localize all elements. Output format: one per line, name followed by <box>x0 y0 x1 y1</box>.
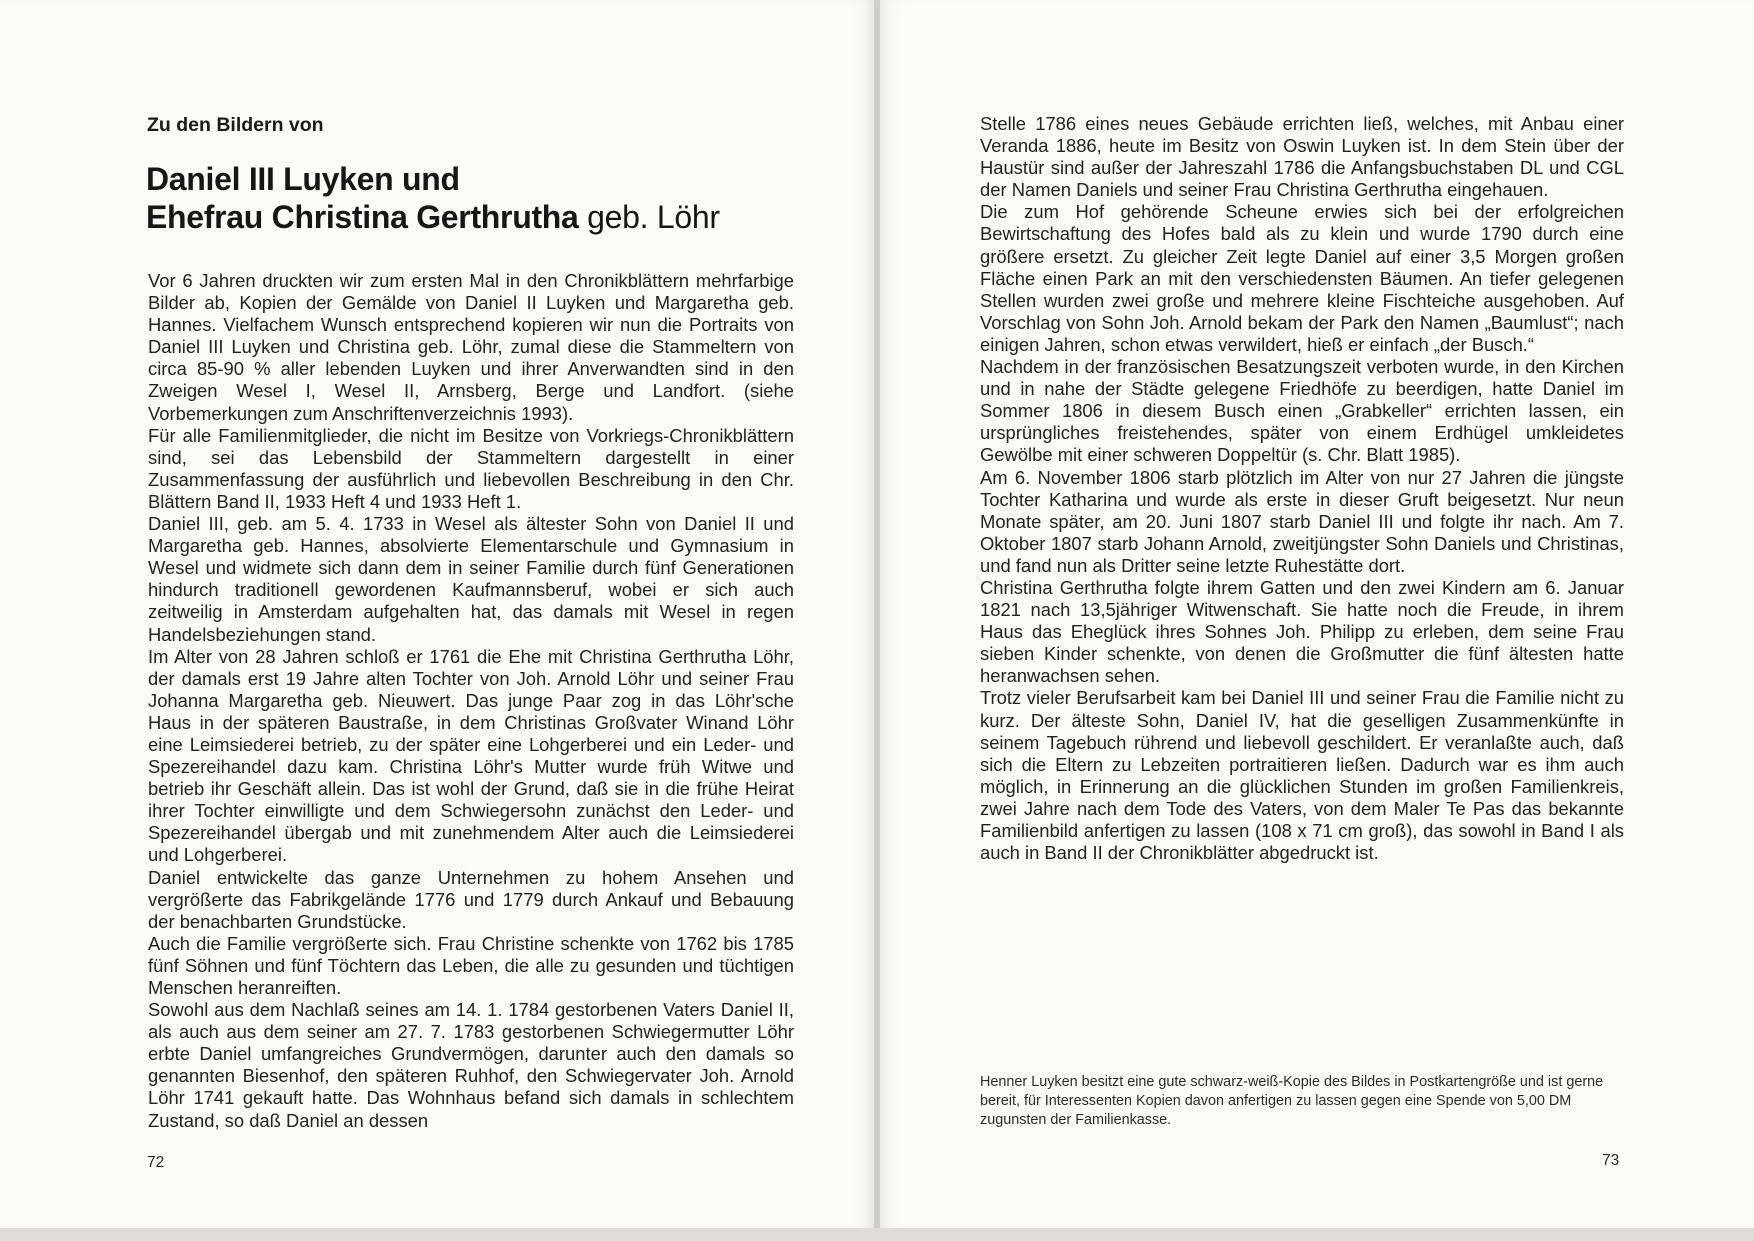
body-paragraph: Stelle 1786 eines neues Gebäude errichten ließ, welches, mit Anbau einer Veranda 1886, heute im Besitz von Oswin Luyken ist. In dem Stein über der Haustür sind außer der Jahreszahl 1786 die Anfangsbuchstaben DL und CGL der Namen Daniels und seiner Frau Christina Gerthrutha eingehauen. <box>980 113 1624 201</box>
article-title <box>146 160 846 236</box>
body-paragraph: Für alle Familienmitglieder, die nicht im Besitze von Vorkriegs-Chronikblättern sind, sei das Lebensbild der Stammeltern dargestellt in einer Zusammenfassung der ausführlich und liebevollen Beschreibung in den Chr. Blättern Band II, 1933 Heft 4 und 1933 Heft 1. <box>148 424 794 512</box>
right-body-text <box>980 113 1624 864</box>
body-paragraph: Vor 6 Jahren druckten wir zum ersten Mal in den Chronikblättern mehrfarbige Bilder ab, Kopien der Gemälde von Daniel II Luyken und Margaretha geb. Hannes. Vielfachem Wunsch entsprechend kopieren wir nun die Portraits von Daniel III Luyken und Christina geb. Löhr, zumal diese die Stammeltern von circa 85-90 % aller lebenden Luyken und ihrer Anverwandten sind in den Zweigen Wesel I, Wesel II, Arnsberg, Berge und Landfort. (siehe Vorbemerkungen zum Anschriftenverzeichnis 1993). <box>148 270 794 424</box>
body-paragraph: Christina Gerthrutha folgte ihrem Gatten und den zwei Kindern am 6. Januar 1821 nach 13,5jähriger Witwenschaft. Sie hatte noch die Freude, in ihrem Haus das Eheglück ihres Sohnes Joh. Philipp zu erleben, dem seine Frau sieben Kinder schenkte, von denen die Großmutter die fünf ältesten hatte heranwachsen sehen. <box>980 576 1624 687</box>
article-kicker: Zu den Bildern von <box>147 114 324 136</box>
left-body-text <box>148 270 794 1132</box>
title-line-2-light: geb. Löhr <box>578 199 720 235</box>
page-number-right: 73 <box>1602 1152 1620 1169</box>
body-paragraph: Am 6. November 1806 starb plötzlich im Alter von nur 27 Jahren die jüngste Tochter Katharina und wurde als erste in dieser Gruft beigesetzt. Nur neun Monate später, am 20. Juni 1807 starb Daniel III und folgte ihr nach. Am 7. Oktober 1807 starb Johann Arnold, zweitjüngster Sohn Daniels und Christinas, und fand nun als Dritter seine letzte Ruhestätte dort. <box>980 466 1624 576</box>
body-paragraph: Nachdem in der französischen Besatzungszeit verboten wurde, in den Kirchen und in nahe der Städte gelegene Friedhöfe zu beerdigen, hatte Daniel im Sommer 1806 in diesem Busch einen „Grabkeller“ errichten lassen, ein ursprüngliches freistehendes, später von einem Erdhügel umkleidetes Gewölbe mit einer schweren Doppeltür (s. Chr. Blatt 1985). <box>980 356 1624 466</box>
body-paragraph: Im Alter von 28 Jahren schloß er 1761 die Ehe mit Christina Gerthrutha Löhr, der damals erst 19 Jahre alten Tochter von Joh. Arnold Löhr und seiner Frau Johanna Margaretha geb. Nieuwert. Das junge Paar zog in das Löhr'sche Haus in der späteren Baustraße, in dem Christinas Großvater Winand Löhr eine Leimsiederei betrieb, zu der später eine Lohgerberei und ein Leder- und Spezereihandel dazu kam. Christina Löhr's Mutter wurde früh Witwe und betrieb ihr Geschäft allein. Das ist wohl der Grund, daß sie in die frühe Heirat ihrer Tochter einwilligte und dem Schwiegersohn zunächst den Leder- und Spezereihandel übergab und mit zunehmendem Alter auch die Leimsiederei und Lohgerberei. <box>148 645 794 866</box>
title-line-2 <box>146 198 846 236</box>
footnote: Henner Luyken besitzt eine gute schwarz-weiß-Kopie des Bildes in Postkartengröße und ist gerne bereit, für Interessenten Kopien davon anfertigen zu lassen gegen eine Spende von 5,00 DM zugunsten der Familienkasse. <box>980 1074 1604 1128</box>
body-paragraph: Sowohl aus dem Nachlaß seines am 14. 1. 1784 gestorbenen Vaters Daniel II, als auch aus dem seiner am 27. 7. 1783 gestorbenen Schwiegermutter Löhr erbte Daniel umfangreiches Grundvermögen, darunter auch den damals so genannten Biesenhof, den späteren Ruhhof, den Schwiegervater Joh. Arnold Löhr 1741 gekauft hatte. Das Wohnhaus befand sich damals in schlechtem Zustand, so daß Daniel an dessen <box>148 999 794 1131</box>
page-bottom-edge <box>0 1228 1754 1241</box>
book-gutter <box>874 0 880 1241</box>
title-line-1: Daniel III Luyken und <box>146 161 460 197</box>
body-paragraph: Auch die Familie vergrößerte sich. Frau Christine schenkte von 1762 bis 1785 fünf Söhnen und fünf Töchtern das Leben, die alle zu gesunden und tüchtigen Menschen heranreiften. <box>148 932 794 998</box>
body-paragraph: Trotz vieler Berufsarbeit kam bei Daniel III und seiner Frau die Familie nicht zu kurz. Der älteste Sohn, Daniel IV, hat die geselligen Zusammenkünfte in seinem Tagebuch rührend und liebevoll geschildert. Er veranlaßte auch, daß sich die Eltern zu Lebzeiten portraitieren ließen. Dadurch war es ihm auch möglich, in Erinnerung an die glücklichen Stunden im großen Familienkreis, zwei Jahre nach dem Tode des Vaters, von dem Maler Te Pas das bekannte Familienbild anfertigen zu lassen (108 x 71 cm groß), das sowohl in Band I als auch in Band II der Chronikblätter abgedruckt ist. <box>980 687 1624 864</box>
body-paragraph: Die zum Hof gehörende Scheune erwies sich bei der erfolgreichen Bewirtschaftung des Hofes bald als zu klein und wurde 1790 durch eine größere ersetzt. Zu gleicher Zeit legte Daniel auf einer 3,5 Morgen großen Fläche einen Park an mit den verschiedensten Bäumen. An tiefer gelegenen Stellen wurden zwei große und mehrere kleine Fischteiche ausgehoben. Auf Vorschlag von Sohn Joh. Arnold bekam der Park den Namen „Baumlust“; nach einigen Jahren, schon etwas verwildert, hieß er einfach „der Busch.“ <box>980 201 1624 355</box>
body-paragraph: Daniel entwickelte das ganze Unternehmen zu hohem Ansehen und vergrößerte das Fabrikgelände 1776 und 1779 durch Ankauf und Bebauung der benachbarten Grundstücke. <box>148 866 794 932</box>
title-line-2-bold: Ehefrau Christina Gerthrutha <box>146 199 579 235</box>
page-number-left: 72 <box>147 1154 165 1171</box>
body-paragraph: Daniel III, geb. am 5. 4. 1733 in Wesel als ältester Sohn von Daniel II und Margaretha geb. Hannes, absolvierte Elementarschule und Gymnasium in Wesel und widmete sich dann dem in seiner Familie durch fünf Generationen hindurch traditionell gewordenen Kaufmannsberuf, wobei er sich auch zeitweilig in Amsterdam aufgehalten hat, das damals mit Wesel in regen Handelsbeziehungen stand. <box>148 513 794 645</box>
